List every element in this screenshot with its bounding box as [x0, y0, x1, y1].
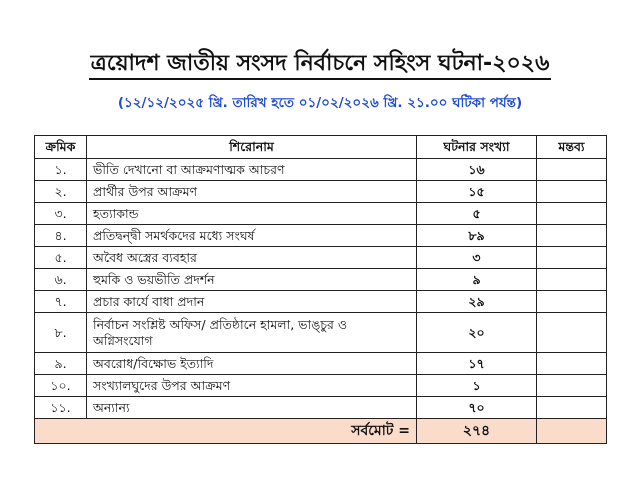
row-count: ৯: [417, 269, 537, 291]
row-heading: প্রচার কার্যে বাধা প্রদান: [87, 291, 417, 313]
header-heading: শিরোনাম: [87, 136, 417, 159]
table-row: [35, 397, 607, 419]
row-heading: হুমকি ও ভয়ভীতি প্রদর্শন: [87, 269, 417, 291]
table-row: [35, 269, 607, 291]
total-label: সর্বমোট =: [35, 419, 417, 444]
row-serial: ২.: [35, 181, 87, 203]
row-remarks: [537, 353, 607, 375]
row-serial: ১.: [35, 159, 87, 181]
row-count: ৩: [417, 247, 537, 269]
row-remarks: [537, 269, 607, 291]
row-remarks: [537, 225, 607, 247]
total-remarks: [537, 419, 607, 444]
row-remarks: [537, 291, 607, 313]
document-subtitle: (১২/১২/২০২৫ খ্রি. তারিখ হতে ০১/০২/২০২৬ খ্রি. ২১.০০ ঘটিকা পর্যন্ত): [117, 95, 523, 111]
row-count: ২৯: [417, 291, 537, 313]
row-heading: অবরোধ/বিক্ষোভ ইত্যাদি: [87, 353, 417, 375]
row-remarks: [537, 397, 607, 419]
row-heading: সংখ্যালঘুদের উপর আক্রমণ: [87, 375, 417, 397]
row-count: ৫: [417, 203, 537, 225]
row-remarks: [537, 203, 607, 225]
row-heading: নির্বাচন সংশ্লিষ্ট অফিস/ প্রতিষ্ঠানে হামলা, ভাঙ্চুর ও অগ্নিসংযোগ: [87, 313, 417, 353]
row-heading: অবৈধ অস্ত্রের ব্যবহার: [87, 247, 417, 269]
row-count: ১৬: [417, 159, 537, 181]
row-serial: ৪.: [35, 225, 87, 247]
row-heading: প্রার্থীর উপর আক্রমণ: [87, 181, 417, 203]
row-count: ১: [417, 375, 537, 397]
row-remarks: [537, 247, 607, 269]
row-remarks: [537, 159, 607, 181]
row-heading: অন্যান্য: [87, 397, 417, 419]
document-title-text: ত্রয়োদশ জাতীয় সংসদ নির্বাচনে সহিংস ঘটনা-২০২৬: [89, 51, 552, 80]
row-serial: ১০.: [35, 375, 87, 397]
row-serial: ৬.: [35, 269, 87, 291]
document-title: [0, 46, 640, 83]
header-serial: ক্রমিক: [35, 136, 87, 159]
table-header-row: [35, 136, 607, 159]
incident-table: [34, 135, 607, 444]
row-heading: প্রতিদ্বন্দ্বী সমর্থকদের মধ্যে সংঘর্ষ: [87, 225, 417, 247]
table-row: [35, 159, 607, 181]
table-row: [35, 203, 607, 225]
row-count: ২০: [417, 313, 537, 353]
table-row: [35, 225, 607, 247]
table-row: [35, 181, 607, 203]
row-remarks: [537, 375, 607, 397]
total-value: ২৭৪: [417, 419, 537, 444]
row-count: ১৫: [417, 181, 537, 203]
table-row: [35, 247, 607, 269]
row-heading: ভীতি দেখানো বা আক্রমণাত্মক আচরণ: [87, 159, 417, 181]
row-serial: ৩.: [35, 203, 87, 225]
row-count: ৮৯: [417, 225, 537, 247]
table-row: [35, 375, 607, 397]
row-serial: ৮.: [35, 313, 87, 353]
header-count: ঘটনার সংখ্যা: [417, 136, 537, 159]
table-row: [35, 353, 607, 375]
row-remarks: [537, 313, 607, 353]
total-row: [35, 419, 607, 444]
row-count: ৭০: [417, 397, 537, 419]
row-serial: ৯.: [35, 353, 87, 375]
table-row: [35, 291, 607, 313]
header-remarks: মন্তব্য: [537, 136, 607, 159]
row-serial: ৫.: [35, 247, 87, 269]
table-row: [35, 313, 607, 353]
row-remarks: [537, 181, 607, 203]
row-count: ১৭: [417, 353, 537, 375]
row-serial: ৭.: [35, 291, 87, 313]
row-heading: হত্যাকান্ড: [87, 203, 417, 225]
row-serial: ১১.: [35, 397, 87, 419]
